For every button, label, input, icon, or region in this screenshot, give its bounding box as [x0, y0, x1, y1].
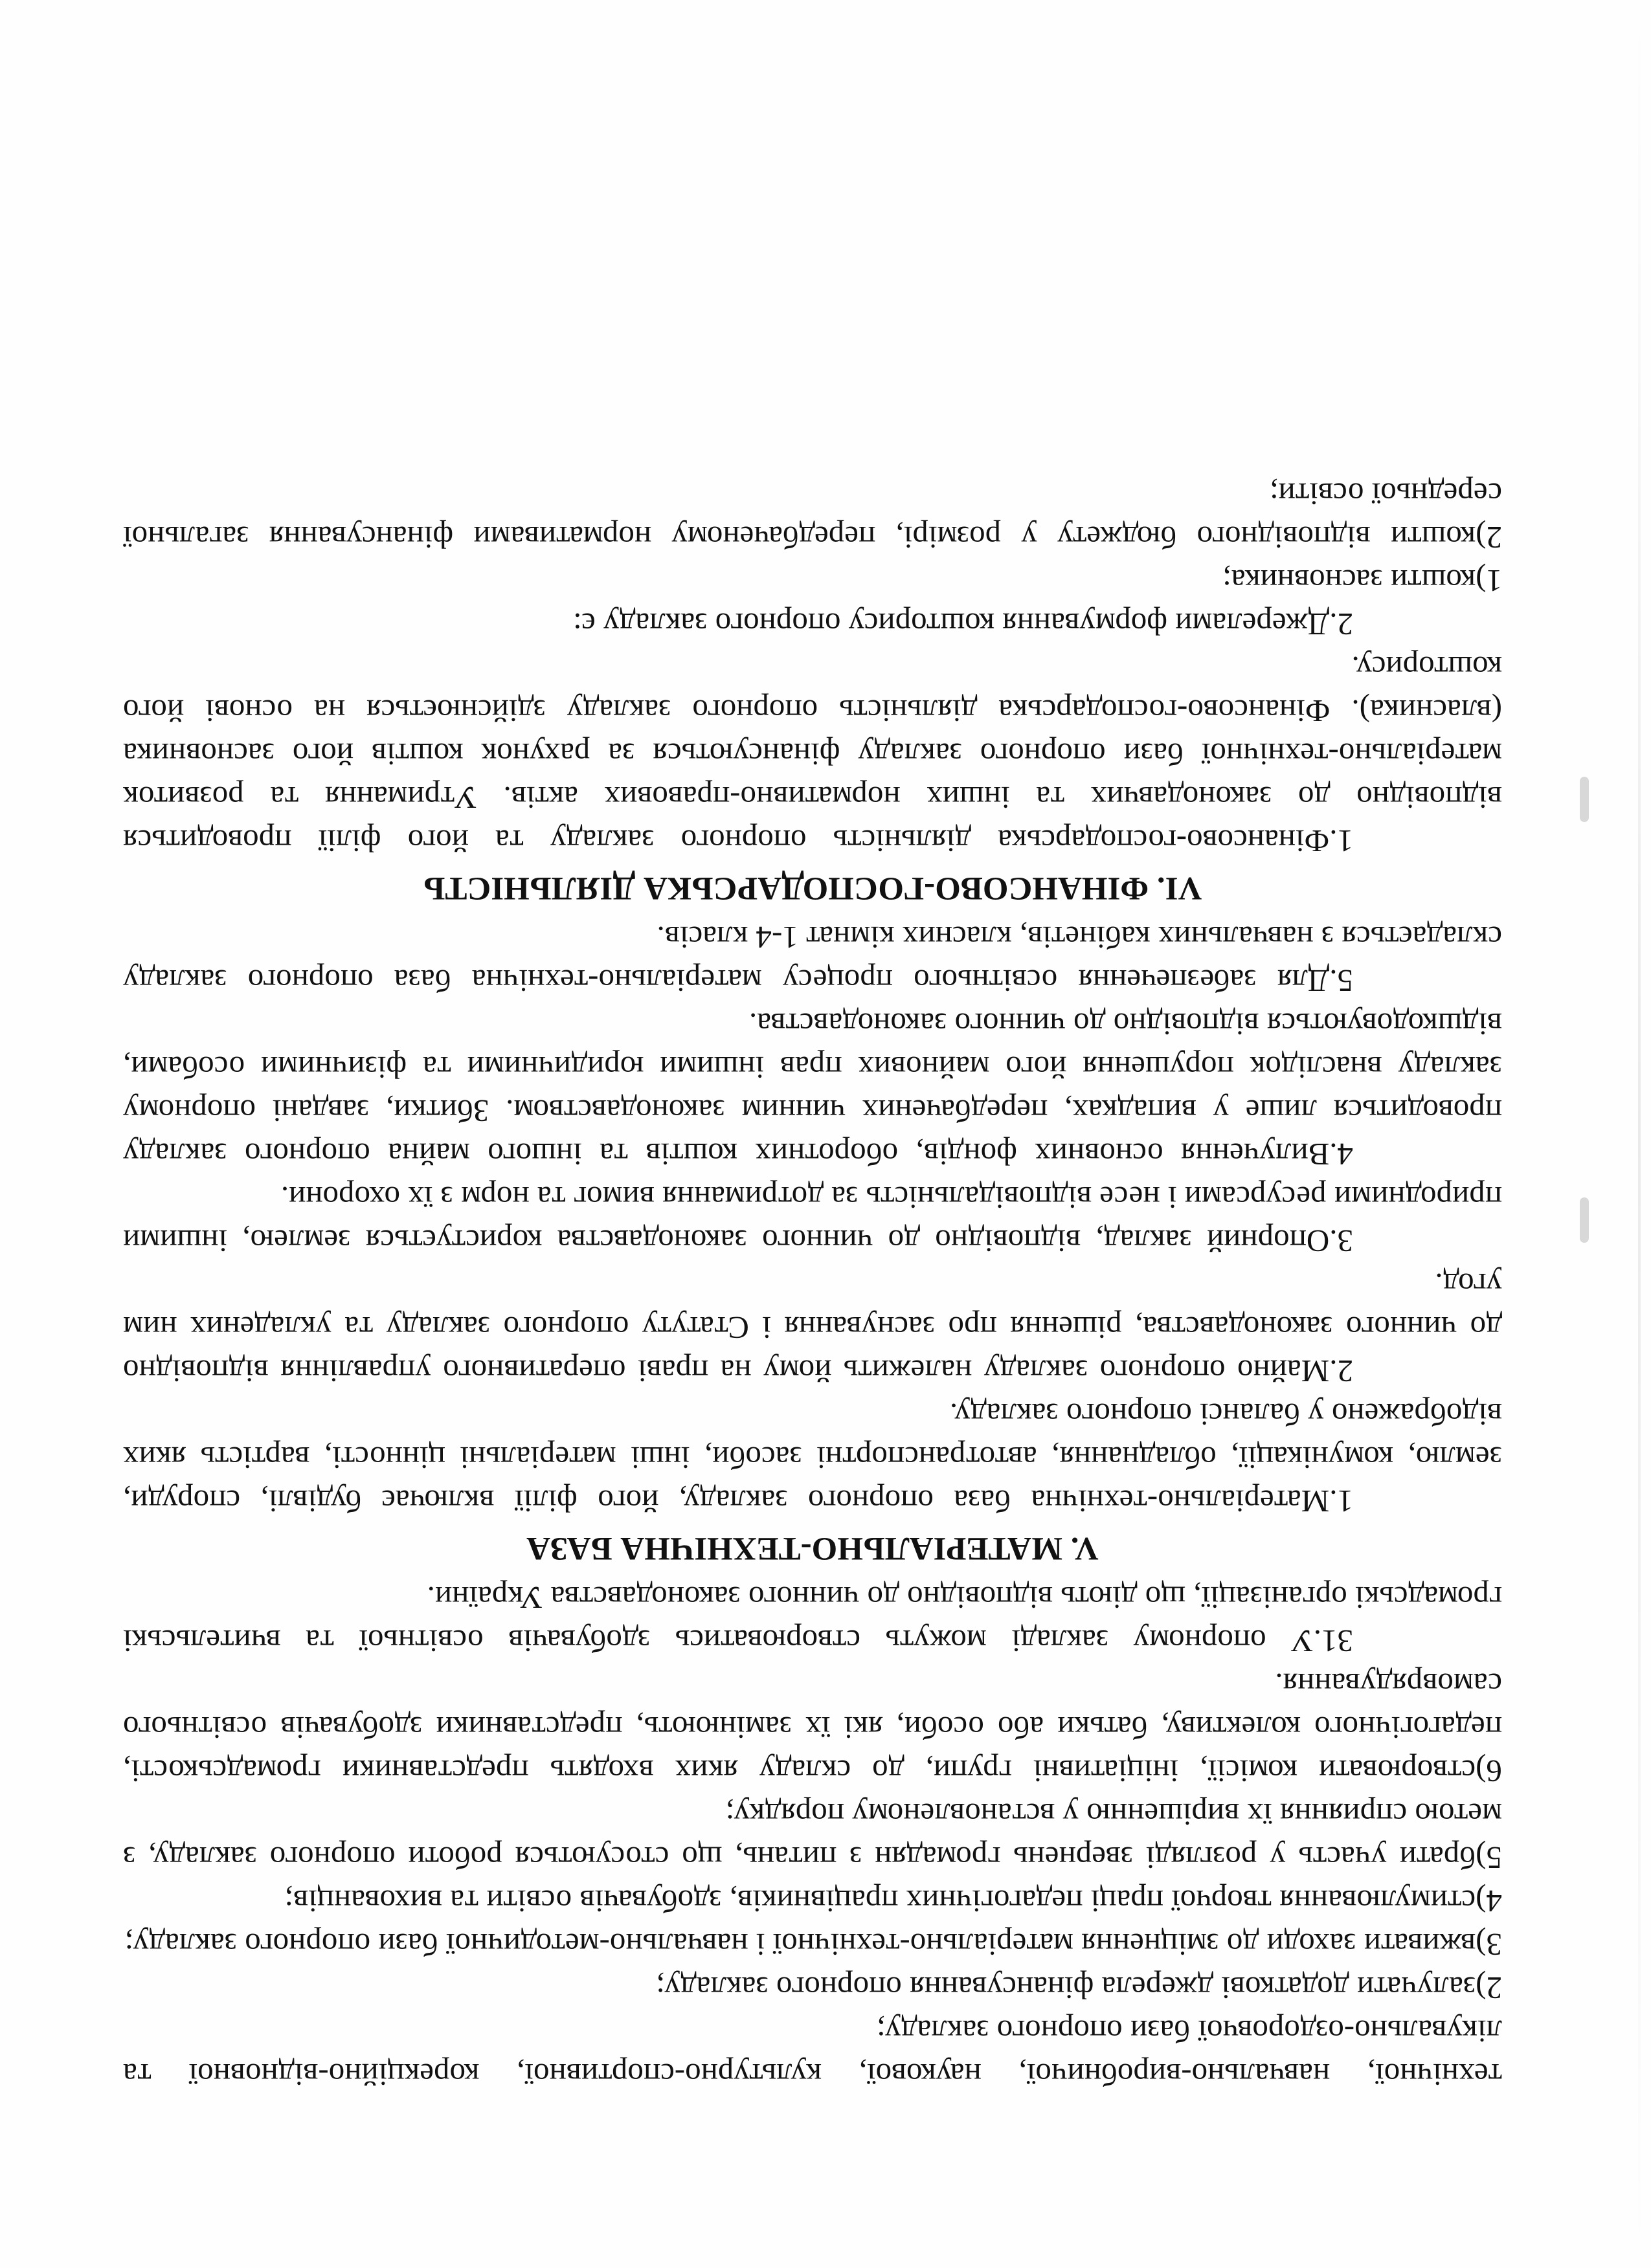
- document-body: [123, 472, 1502, 2096]
- binder-hole-mark: [1580, 777, 1589, 822]
- paragraph: 2.Джерелами формування кошторису опорного закладу є:: [573, 606, 1353, 642]
- list-item: 3)вживати заходи до зміцнення матеріально-технічної і навчально-методичної бази опорного закладу;: [124, 1927, 1502, 1962]
- list-item: 6)створювати комісії, ініціативні групи, до складу яких входять представники громадськості, педагогічного колективу, батьки або особи, які їх замінюють, представники здобувачів освітнього самоврядування.: [123, 1667, 1502, 1789]
- section-heading: VI. ФІНАНСОВО-ГОСПОДАРСЬКА ДІЯЛЬНІСТЬ: [423, 870, 1202, 906]
- paragraph: 3.Опорний заклад, відповідно до чинного законодавства користується землею, іншими природними ресурсами і несе відповідальність за дотримання вимог та норм з їх охорони.: [123, 1180, 1502, 1259]
- paragraph: 1.Фінансово-господарська діяльність опорного закладу та його філії проводиться відповідно до законодавчих та інших нормативно-правових актів. Утримання та розвиток матеріально-технічної бази опорного закладу фінансуються за рахунок коштів його засновника (власника). Фінансово-господарська діяльність опорного закладу здійснюється на основі його кошторису.: [123, 650, 1502, 859]
- list-item: 4)стимулювання творчої праці педагогічних працівників, здобувачів освіти та вихованців;: [284, 1884, 1502, 1919]
- list-item: 2)кошти відповідного бюджету у розмірі, передбаченому нормативами фінансування загальної середньої освіти;: [123, 476, 1502, 555]
- paragraph: 31.У опорному закладі можуть створюватись здобувачів освітньої та вчительські громадські організації, що діють відповідно до чинного законодавства України.: [123, 1580, 1502, 1659]
- scan-edge-shadow: [1638, 0, 1641, 2268]
- list-item: 5)брати участь у розгляді звернень громадян з питань, що стосуються роботи опорного закладу, з метою сприяння їх вирішенню у встановленому порядку;: [123, 1797, 1502, 1876]
- list-item: 2)залучати додаткові джерела фінансування опорного закладу;: [656, 1970, 1502, 2006]
- binder-hole-mark: [1580, 1197, 1589, 1243]
- paragraph: 2.Майно опорного закладу належить йому на праві оперативного управління відповідно до чинного законодавства, рішення про заснування і Статуту опорного закладу та укладених ним угод.: [123, 1267, 1502, 1389]
- list-item: 1)кошти засновника;: [1222, 563, 1502, 599]
- paragraph: 5.Для забезпечення освітнього процесу матеріально-технічна база опорного закладу складається з навчальних кабінетів, класних кімнат 1-4 класів.: [123, 920, 1502, 999]
- paragraph: 1.Матеріально-технічна база опорного закладу, його філії включає будівлі, споруди, землю, комунікації, обладнання, автотранспортні засоби, інші матеріальні цінності, вартість яких відображено у балансі опорного закладу.: [123, 1397, 1502, 1519]
- paragraph: технічної, навчально-виробничої, наукової, культурно-спортивної, корекційно-відновної та лікувально-оздоровчої бази опорного закладу;: [123, 2014, 1502, 2093]
- section-heading: V. МАТЕРІАЛЬНО-ТЕХНІЧНА БАЗА: [526, 1530, 1099, 1566]
- paragraph: 4.Вилучення основних фондів, оборотних коштів та іншого майна опорного закладу проводиться лише у випадках, передбачених чинним законодавством. Збитки, завдані опорному закладу внаслідок порушення його майнових прав іншими юридичними та фізичними особами, відшкодовуються відповідно до чинного законодавства.: [123, 1006, 1502, 1172]
